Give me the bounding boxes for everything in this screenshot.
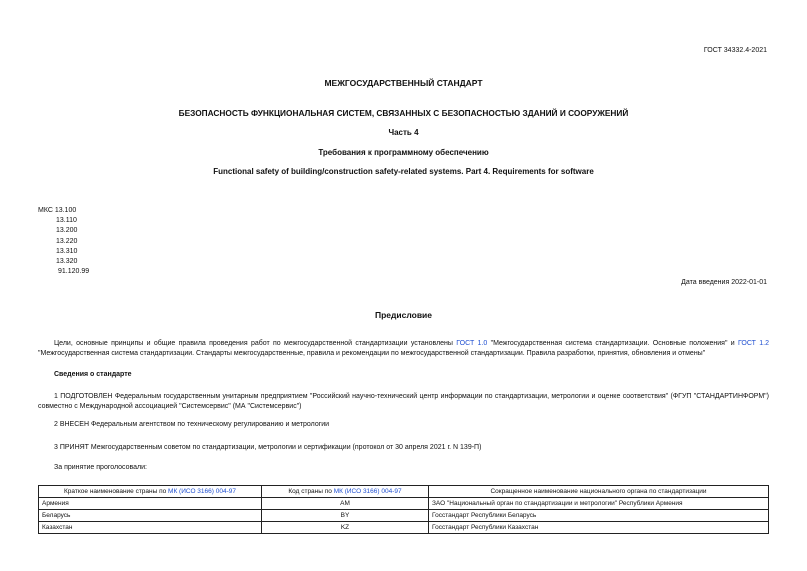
standard-info-heading: Сведения о стандарте: [54, 371, 132, 378]
country-cell: Армения: [39, 498, 262, 510]
standard-type-title: МЕЖГОСУДАРСТВЕННЫЙ СТАНДАРТ: [324, 78, 483, 88]
voting-countries-table: [38, 485, 769, 534]
gost-1-0-link[interactable]: ГОСТ 1.0: [456, 340, 488, 347]
mk-iso-3166-link[interactable]: МК (ИСО 3166) 004-97: [168, 488, 236, 495]
code-cell: BY: [262, 510, 429, 522]
body-cell: Госстандарт Республики Казахстан: [429, 522, 769, 534]
table-header-row: [39, 486, 769, 498]
paragraph-text: "Межгосударственная система стандартизации. Основные положения" и: [487, 340, 738, 347]
main-title: БЕЗОПАСНОСТЬ ФУНКЦИОНАЛЬНАЯ СИСТЕМ, СВЯЗАННЫХ С БЕЗОПАСНОСТЬЮ ЗДАНИЙ И СООРУЖЕНИЙ: [178, 108, 629, 118]
submitted-by-item: 2 ВНЕСЕН Федеральным агентством по техническому регулированию и метрологии: [54, 421, 330, 428]
document-code: ГОСТ 34332.4-2021: [703, 47, 767, 54]
mks-code: 13.310: [56, 247, 78, 255]
code-cell: AM: [262, 498, 429, 510]
country-cell: Казахстан: [39, 522, 262, 534]
mks-codes: [38, 206, 89, 277]
header-text: Краткое наименование страны по: [64, 488, 169, 495]
mks-code: 13.320: [56, 258, 78, 266]
column-header-country: [39, 486, 262, 498]
mks-code: 13.110: [56, 217, 77, 225]
header-text: Код страны по: [288, 488, 334, 495]
table-row: [39, 522, 769, 534]
country-cell: Беларусь: [39, 510, 262, 522]
mk-iso-3166-link[interactable]: МК (ИСО 3166) 004-97: [333, 488, 402, 495]
subtitle: Требования к программному обеспечению: [318, 148, 489, 157]
mks-code: 13.200: [56, 227, 78, 235]
part-title: Часть 4: [388, 128, 419, 137]
body-cell: ЗАО "Национальный орган по стандартизации и метрологии" Республики Армения: [429, 498, 769, 510]
mks-label: МКС 13.100: [38, 207, 77, 214]
table-row: [39, 510, 769, 522]
adopted-by-item: 3 ПРИНЯТ Межгосударственным советом по стандартизации, метрологии и сертификации (протокол от 30 апреля 2021 г. N 139-П): [54, 444, 482, 451]
paragraph-text: "Межгосударственная система стандартизации. Стандарты межгосударственные, правила и рекомендации по межгосударственной стандартизации. Правила разработки, принятия, обновления и отмены": [38, 350, 706, 357]
mks-code: 13.220: [56, 237, 78, 245]
column-header-code: [262, 486, 429, 498]
voted-label: За принятие проголосовали:: [54, 464, 147, 471]
preface-heading: Предисловие: [374, 310, 433, 320]
gost-1-2-link[interactable]: ГОСТ 1.2: [738, 340, 769, 347]
body-cell: Госстандарт Республики Беларусь: [429, 510, 769, 522]
preface-paragraph: [38, 339, 769, 359]
prepared-by-item: 1 ПОДГОТОВЛЕН Федеральным государственным унитарным предприятием "Российский научно-технический центр информации по стандартизации, метрологии и оценке соответствия" (ФГУП "СТАНДАРТИНФОРМ") совместно с Международной ассоциацией "Системсервис" (МА "Системсервис"): [38, 393, 769, 410]
english-title: Functional safety of building/construction safety-related systems. Part 4. Requirements for software: [213, 167, 594, 176]
code-cell: KZ: [262, 522, 429, 534]
introduction-date: Дата введения 2022-01-01: [681, 279, 767, 286]
column-header-body: Сокращенное наименование национального органа по стандартизации: [429, 486, 769, 498]
paragraph-text: Цели, основные принципы и общие правила проведения работ по межгосударственной стандартизации установлены: [54, 340, 457, 347]
table-row: [39, 498, 769, 510]
mks-code: 91.120.99: [58, 268, 90, 276]
